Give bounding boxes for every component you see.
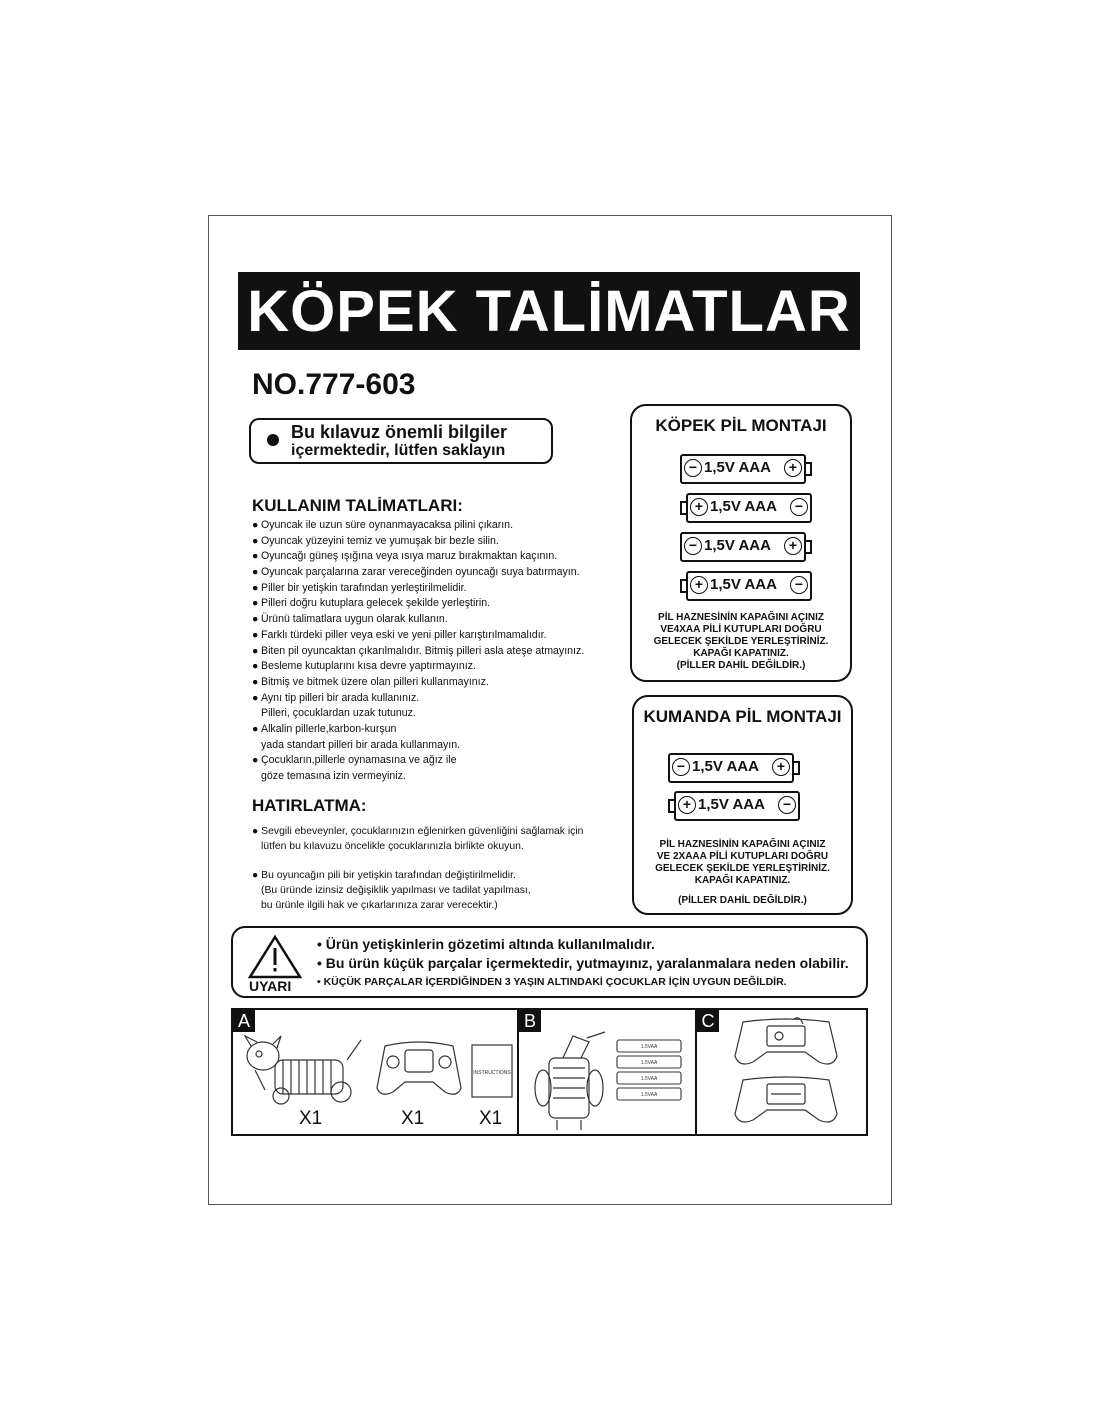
remote-battery-heading: KUMANDA PİL MONTAJI — [643, 707, 842, 726]
model-number: NO.777-603 — [252, 368, 416, 401]
reminder-p1-line1: ● Sevgili ebeveynler, çocuklarınızın eğlenirken güvenliğini sağlamak için — [252, 826, 584, 837]
usage-item-text: Pilleri doğru kutuplara gelecek şekilde yerleştirin. — [261, 597, 491, 610]
bullet-icon: ● — [252, 644, 259, 657]
remote-battery-box — [632, 695, 853, 915]
dog-battery-box — [630, 404, 852, 682]
cell-label-3: 1.5VAA — [640, 1076, 658, 1082]
bullet-icon — [267, 434, 279, 446]
warning-label: UYARI — [249, 978, 292, 994]
panel-a-tag: A — [233, 1010, 255, 1032]
usage-item — [252, 659, 622, 675]
bullet-icon: ● — [252, 581, 259, 594]
warning-line-3: • KÜÇÜK PARÇALAR İÇERDİĞİNDEN 3 YAŞIN ALTINDAKİ ÇOCUKLAR İÇİN UYGUN DEĞİLDİR. — [317, 976, 787, 988]
instruction-manual-icon — [471, 1044, 513, 1098]
usage-item-text: Oyuncak parçalarına zarar vereceğinden oyuncağı suya batırmayın. — [261, 566, 580, 579]
usage-item-text: Aynı tip pilleri bir arada kullanınız. — [261, 691, 420, 704]
manual-cover-label: INSTRUCTIONS — [473, 1070, 511, 1076]
remote-back-closed-icon — [731, 1074, 841, 1130]
battery-label: 1,5V AAA — [692, 758, 759, 775]
warning-line-1: • Ürün yetişkinlerin gözetimi altında kullanılmalıdır. — [317, 936, 655, 952]
warning-box — [231, 926, 868, 998]
battery-right-terminal-icon: − — [790, 576, 808, 594]
dog-instr-line-4: KAPAĞI KAPATINIZ. — [693, 648, 789, 659]
illustration-panels — [231, 1008, 868, 1136]
battery-label: 1,5V AAA — [698, 796, 765, 813]
battery-cells-icon — [613, 1036, 689, 1108]
reminder-p1-line2: lütfen bu kılavuzu öncelikle çocuklarınızla birlikte okuyun. — [261, 841, 524, 852]
battery-label: 1,5V AAA — [704, 537, 771, 554]
usage-item — [252, 691, 622, 707]
dog-quantity: X1 — [299, 1108, 323, 1129]
usage-item — [252, 644, 622, 660]
battery-right-terminal-icon: + — [772, 758, 790, 776]
usage-item-text: yada standart pilleri bir arada kullanmayın. — [261, 738, 461, 751]
battery-label: 1,5V AAA — [710, 498, 777, 515]
battery-diagram — [680, 532, 812, 562]
page-title: KÖPEK TALİMATLAR — [238, 272, 860, 350]
battery-left-terminal-icon: − — [672, 758, 690, 776]
robot-dog-icon — [237, 1030, 367, 1108]
usage-list — [252, 518, 622, 785]
warning-line-2: • Bu ürün küçük parçalar içermektedir, yutmayınız, yaralanmalara neden olabilir. — [317, 955, 849, 971]
dog-battery-heading: KÖPEK PİL MONTAJI — [655, 416, 827, 435]
battery-label: 1,5V AAA — [704, 459, 771, 476]
battery-diagram — [680, 571, 812, 601]
usage-heading: KULLANIM TALİMATLARI: — [252, 496, 463, 515]
reminder-p2-line2: (Bu üründe izinsiz değişiklik yapılması ve tadilat yapılması, — [261, 885, 531, 896]
remote-battery-instructions — [634, 839, 851, 907]
reminder-p2-line1: ● Bu oyuncağın pili bir yetişkin tarafından değiştirilmelidir. — [252, 870, 516, 881]
dog-instr-line-5: (PİLLER DAHİL DEĞİLDİR.) — [676, 660, 806, 671]
cell-label-4: 1.5VAA — [640, 1092, 658, 1098]
panel-c-tag: C — [697, 1010, 719, 1032]
usage-item-text: Bitmiş ve bitmek üzere olan pilleri kullanmayınız. — [261, 675, 489, 688]
panel-b-tag: B — [519, 1010, 541, 1032]
usage-item — [252, 675, 622, 691]
bullet-icon: ● — [252, 628, 259, 641]
dog-instr-line-3: GELECEK ŞEKİLDE YERLEŞTİRİNİZ. — [653, 636, 829, 647]
usage-item — [252, 518, 622, 534]
battery-right-terminal-icon: − — [778, 796, 796, 814]
usage-item — [252, 565, 622, 581]
remote-instr-note: (PİLLER DAHİL DEĞİLDİR.) — [678, 895, 807, 906]
usage-item-text: Besleme kutuplarını kısa devre yaptırmayınız. — [261, 660, 476, 673]
usage-item-text: Oyuncak ile uzun süre oynanmayacaksa pilini çıkarın. — [261, 519, 514, 531]
bullet-icon: ● — [252, 675, 259, 688]
remote-instr-line-4: KAPAĞI KAPATINIZ. — [694, 875, 791, 886]
notice-line-1: Bu kılavuz önemli bilgiler — [291, 422, 508, 442]
battery-left-terminal-icon: − — [684, 537, 702, 555]
usage-item-text: Çocukların,pillerle oynamasına ve ağız ile — [261, 754, 457, 767]
dog-battery-compartment-icon — [533, 1028, 613, 1132]
cell-label-1: 1.5VAA — [640, 1044, 658, 1050]
usage-item — [252, 706, 622, 722]
usage-item — [252, 596, 622, 612]
manual-quantity: X1 — [479, 1108, 503, 1129]
usage-item-text: Ürünü talimatlara uygun olarak kullanın. — [261, 613, 448, 626]
usage-item — [252, 738, 622, 754]
bullet-icon: ● — [252, 691, 259, 704]
usage-item-text: Alkalin pillerle,karbon-kurşun — [261, 722, 397, 735]
usage-item — [252, 722, 622, 738]
dog-battery-instructions — [632, 612, 850, 672]
cell-label-2: 1.5VAA — [640, 1060, 658, 1066]
battery-diagram — [668, 791, 800, 821]
usage-item-text: Pilleri, çocuklardan uzak tutunuz. — [261, 707, 416, 720]
dog-instr-line-2: VE4XAA PİLİ KUTUPLARI DOĞRU — [660, 624, 822, 635]
bullet-icon: ● — [252, 754, 259, 767]
usage-item-text: Oyuncak yüzeyini temiz ve yumuşak bir bezle silin. — [261, 534, 499, 547]
usage-item — [252, 753, 622, 769]
remote-instr-line-1: PİL HAZNESİNİN KAPAĞINI AÇINIZ — [659, 839, 826, 850]
battery-right-terminal-icon: + — [784, 459, 802, 477]
bullet-icon: ● — [252, 660, 259, 673]
usage-item — [252, 612, 622, 628]
usage-item — [252, 769, 622, 785]
notice-line-2: içermektedir, lütfen saklayın — [291, 442, 506, 459]
usage-item — [252, 581, 622, 597]
dog-instr-line-1: PİL HAZNESİNİN KAPAĞINI AÇINIZ — [658, 612, 824, 623]
usage-item-text: Biten pil oyuncaktan çıkarılmalıdır. Bitmiş pilleri asla ateşe atmayınız. — [261, 644, 585, 657]
bullet-icon: ● — [252, 597, 259, 610]
warning-triangle-icon — [247, 934, 303, 980]
battery-diagram — [680, 493, 812, 523]
usage-item-text: Piller bir yetişkin tarafından yerleştirilmelidir. — [261, 581, 467, 594]
usage-item-text: göze temasına izin vermeyiniz. — [261, 770, 406, 782]
battery-left-terminal-icon: + — [690, 498, 708, 516]
panel-c — [697, 1010, 866, 1134]
remote-controller-icon — [371, 1036, 467, 1102]
battery-right-terminal-icon: − — [790, 498, 808, 516]
battery-diagram — [668, 753, 800, 783]
battery-left-terminal-icon: + — [690, 576, 708, 594]
bullet-icon: ● — [252, 550, 259, 563]
usage-item-text: Oyuncağı güneş ışığına veya ısıya maruz bırakmaktan kaçının. — [261, 550, 558, 563]
usage-item — [252, 549, 622, 565]
usage-item — [252, 628, 622, 644]
remote-quantity: X1 — [401, 1108, 425, 1129]
remote-back-open-icon — [731, 1016, 841, 1072]
panel-b — [519, 1010, 697, 1134]
bullet-icon: ● — [252, 566, 259, 579]
remote-instr-line-2: VE 2XAAA PİLİ KUTUPLARI DOĞRU — [656, 851, 829, 862]
keep-manual-notice — [249, 418, 553, 464]
battery-left-terminal-icon: − — [684, 459, 702, 477]
bullet-icon: ● — [252, 722, 259, 735]
reminder-p2-line3: bu ürünle ilgili hak ve çıkarlarınıza zarar verecektir.) — [261, 900, 498, 911]
bullet-icon: ● — [252, 519, 259, 531]
panel-a — [233, 1010, 519, 1134]
battery-right-terminal-icon: + — [784, 537, 802, 555]
reminder-text — [252, 824, 632, 913]
bullet-icon: ● — [252, 534, 259, 547]
battery-label: 1,5V AAA — [710, 576, 777, 593]
bullet-icon: ● — [252, 613, 259, 626]
usage-item-text: Farklı türdeki piller veya eski ve yeni piller karıştırılmamalıdır. — [261, 628, 547, 641]
battery-left-terminal-icon: + — [678, 796, 696, 814]
usage-item — [252, 534, 622, 550]
battery-diagram — [680, 454, 812, 484]
remote-instr-line-3: GELECEK ŞEKİLDE YERLEŞTİRİNİZ. — [655, 863, 830, 874]
reminder-heading: HATIRLATMA: — [252, 796, 367, 815]
